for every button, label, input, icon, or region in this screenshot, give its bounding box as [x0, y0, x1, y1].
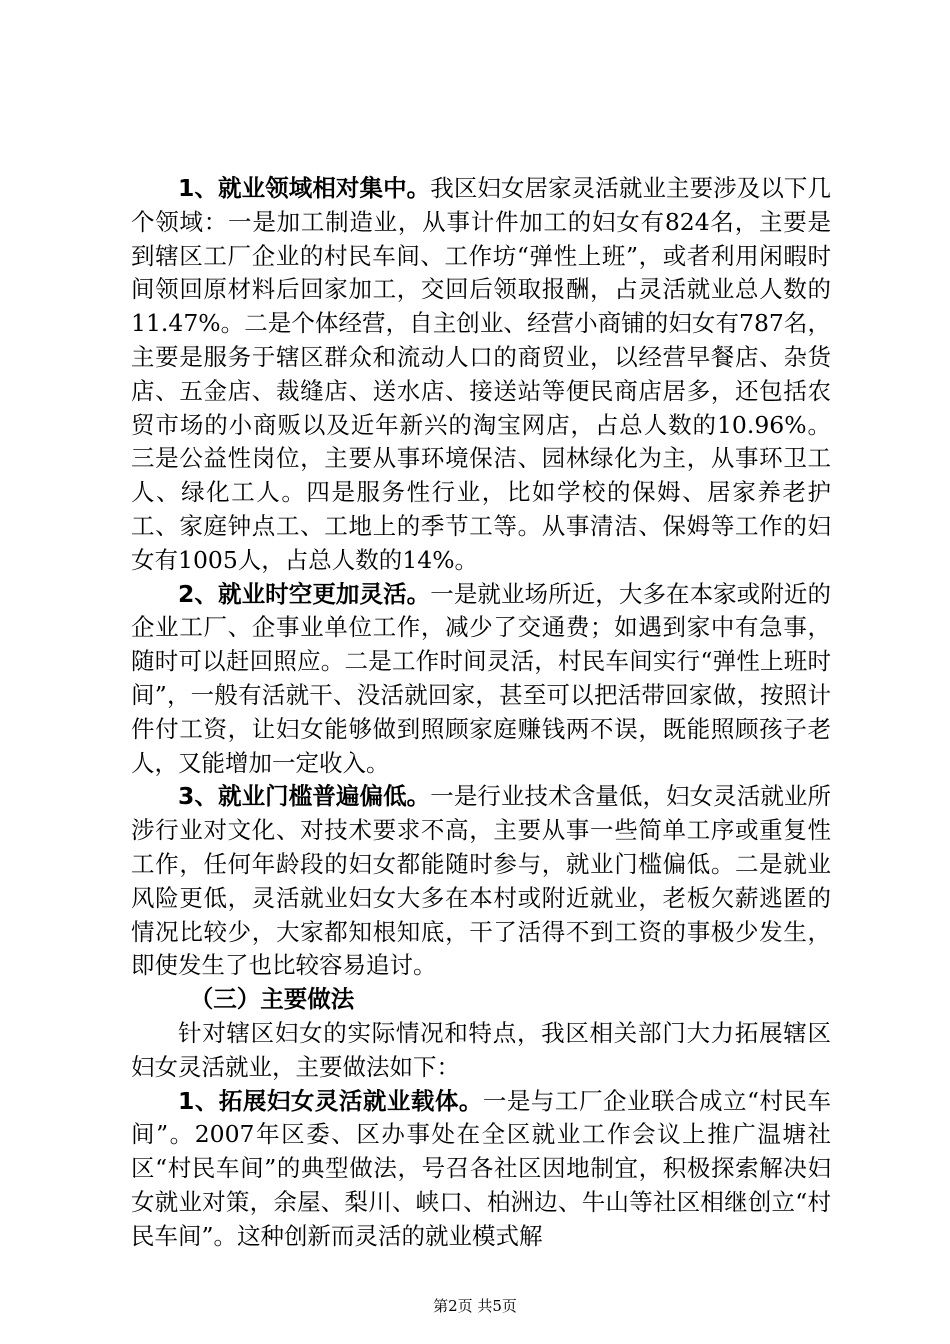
paragraph-expand-carriers: [131, 1085, 831, 1254]
section-heading-text: （三）主要做法: [189, 985, 355, 1014]
page-footer: 第2页 共5页: [433, 1297, 517, 1315]
paragraph-text: 一是行业技术含量低，妇女灵活就业所涉行业对文化、对技术要求不高，主要从事一些简单工序或重复性工作，任何年龄段的妇女都能随时参与，就业门槛偏低。二是就业风险更低，灵活就业妇女大多在本村或附近就业，老板欠薪逃匿的情况比较少，大家都知根知底，干了活得不到工资的事极少发生，即使发生了也比较容易追讨。: [131, 782, 832, 980]
section-heading: [131, 983, 831, 1017]
document-body: [131, 172, 831, 1254]
paragraph-intro: 针对辖区妇女的实际情况和特点，我区相关部门大力拓展辖区妇女灵活就业，主要做法如下：: [131, 1018, 831, 1081]
paragraph-employment-threshold: [131, 780, 831, 983]
paragraph-heading: 1、就业领域相对集中。: [178, 174, 431, 202]
paragraph-employment-flexibility: [131, 578, 831, 781]
paragraph-text: 一是就业场所近，大多在本家或附近的企业工厂、企事业单位工作，减少了交通费；如遇到家中有急事，随时可以赶回照应。二是工作时间灵活，村民车间实行“弹性上班时间”，一般有活就干、没活就回家，甚至可以把活带回家做，按照计件付工资，让妇女能够做到照顾家庭赚钱两不误，既能照顾孩子老人，又能增加一定收入。: [131, 579, 832, 777]
paragraph-heading: 1、拓展妇女灵活就业载体。: [178, 1086, 483, 1115]
paragraph-text: 一是与工厂企业联合成立“村民车间”。2007年区委、区办事处在全区就业工作会议上推广温塘社区“村民车间”的典型做法，号召各社区因地制宜，积极探索解决妇女就业对策，余屋、梨川、峡口、柏洲边、牛山等社区相继创立“村民车间”。这种创新而灵活的就业模式解: [131, 1086, 832, 1250]
paragraph-text: 我区妇女居家灵活就业主要涉及以下几个领域：一是加工制造业，从事计件加工的妇女有824名，主要是到辖区工厂企业的村民车间、工作坊“弹性上班”，或者利用闲暇时间领回原材料后回家加工，交回后领取报酬，占灵活就业总人数的11.47%。二是个体经营，自主创业、经营小商铺的妇女有787名，主要是服务于辖区群众和流动人口的商贸业，以经营早餐店、杂货店、五金店、裁缝店、送水店、接送站等便民商店居多，还包括农贸市场的小商贩以及近年新兴的淘宝网店，占总人数的10.96%。三是公益性岗位，主要从事环境保洁、园林绿化为主，从事环卫工人、绿化工人。四是服务性行业，比如学校的保姆、居家养老护工、家庭钟点工、工地上的季节工等。从事清洁、保姆等工作的妇女有1005人，占总人数的14%。: [131, 174, 832, 574]
paragraph-employment-fields: [131, 172, 831, 578]
paragraph-heading: 2、就业时空更加灵活。: [178, 579, 431, 608]
paragraph-heading: 3、就业门槛普遍偏低。: [178, 782, 431, 811]
